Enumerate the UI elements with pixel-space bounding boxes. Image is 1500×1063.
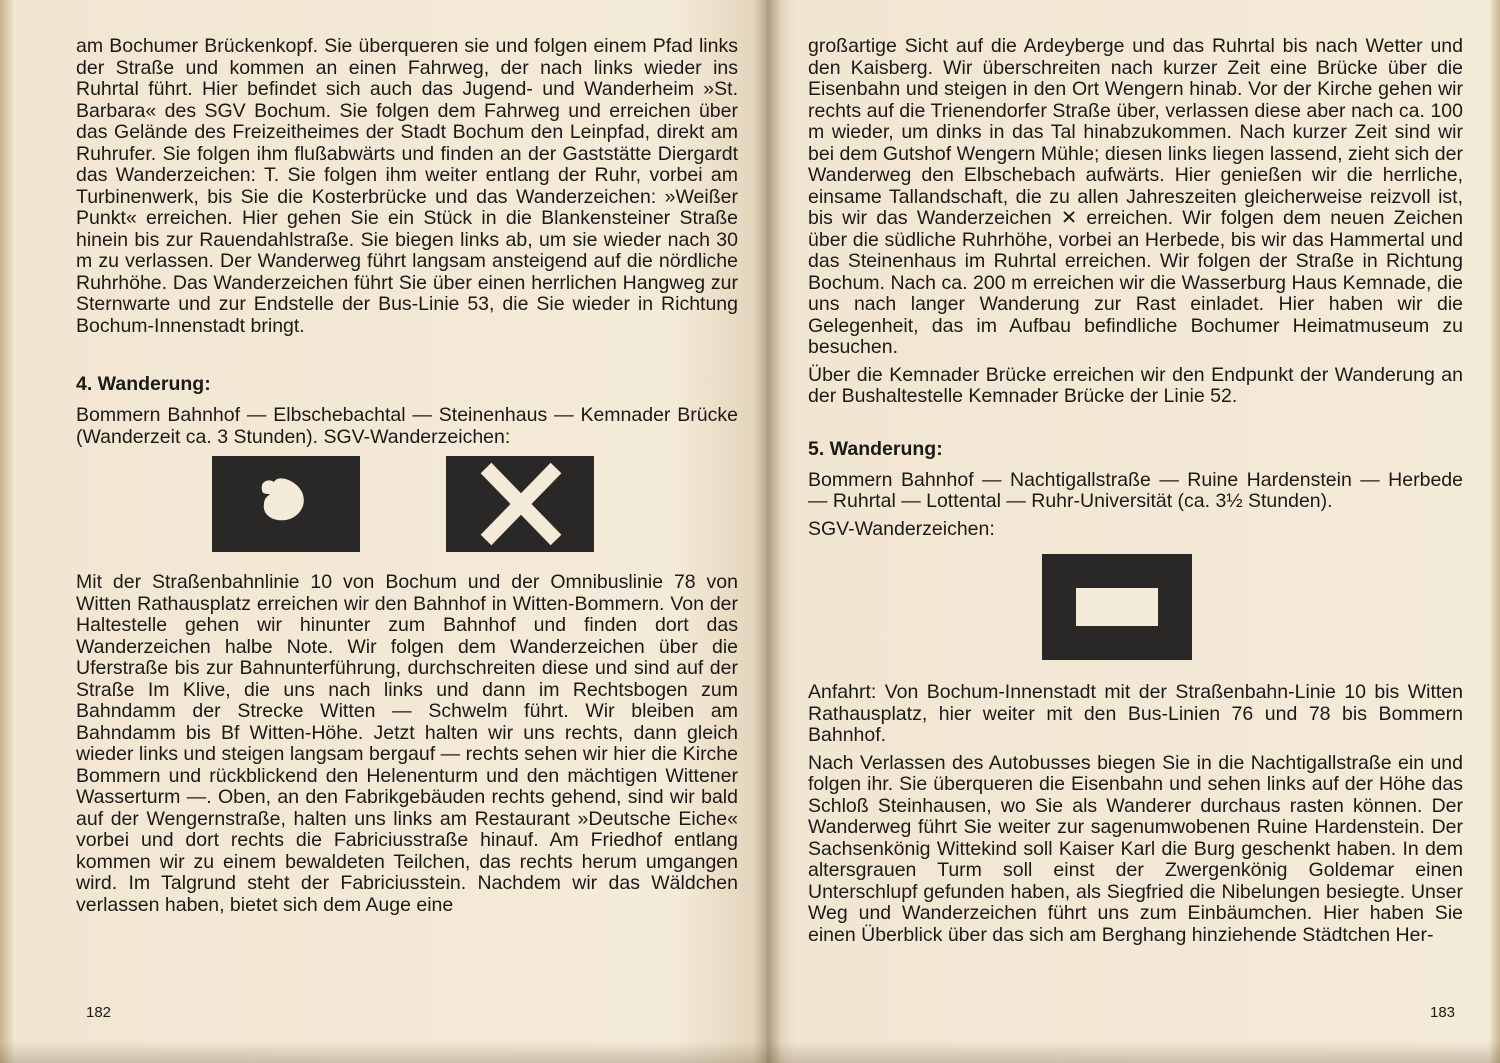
hollow-rectangle-symbol-icon <box>1042 554 1192 660</box>
right-paragraph-1: großartige Sicht auf die Ardeyberge und das Ruhrtal bis nach Wetter und den Kaisberg. Wir überschreiten nach kurzer Zeit eine Brücke über die Eisenbahn und steigen in den Ort Wengern hinab. Vor der Kirche gehen wir rechts auf die Trienendorfer Straße über, verlassen diese aber nach ca. 100 m wieder, um dinks in das Tal hinabzukommen. Nach kurzer Zeit sind wir bei dem Gutshof Wengern Mühle; diesen links liegen lassend, zieht sich der Wanderweg den Elbschebach aufwärts. Hier genießen wir die herrliche, einsame Tallandschaft, die zu allen Jahreszeiten gleicherweise reizvoll ist, bis wir das Wanderzeichen ✕ erreichen. Wir folgen dem neuen Zeichen über die südliche Ruhrhöhe, vorbei an Herbede, bis wir das Hammertal und das Steinenhaus im Ruhrtal erreichen. Wir folgen der Straße in Richtung Bochum. Nach ca. 200 m erreichen wir die Wasserburg Haus Kemnade, die uns nach langer Wanderung zur Rast einladet. Hier haben wir die Gelegenheit, das im Aufbau befindliche Bochumer Heimatmuseum zu besuchen. <box>808 35 1463 358</box>
left-page <box>76 36 738 922</box>
route-description-5: Bommern Bahnhof — Nachtigallstraße — Ruine Hardenstein — Herbede — Ruhrtal — Lottental — Ruhr-Universität (ca. 3½ Stunden). <box>808 468 1463 512</box>
half-note-symbol-icon <box>212 456 360 552</box>
page-edge-right <box>1490 0 1500 1063</box>
sgv-label: SGV-Wanderzeichen: <box>808 517 995 540</box>
left-paragraph-2: Mit der Straßenbahnlinie 10 von Bochum und der Omnibuslinie 78 von Witten Rathausplatz erreichen wir den Bahnhof in Witten-Bommern. Von der Haltestelle gehen wir hinunter zum Bahnhof und finden dort das Wanderzeichen halbe Note. Wir folgen dem Wanderzeichen über die Uferstraße bis zur Bahnunterführung, durchschreiten diese und sind auf der Straße Im Klive, die uns nach links und dann im Rechtsbogen zum Bahndamm der Strecke Witten — Schwelm führt. Wir bleiben am Bahndamm bis Bf Witten-Höhe. Jetzt halten wir uns rechts, dann gleich wieder links und steigen langsam bergauf — rechts sehen wir hier die Kirche Bommern und rückblickend den Helenenturm und den mächtigen Wittener Wasserturm —. Oben, an den Fabrikgebäuden rechts gehend, sind wir bald auf der Wengernstraße, halten uns links am Restaurant »Deutsche Eiche« vorbei und dort rechts die Fabriciusstraße hinauf. Am Friedhof entlang kommen wir zu einem bewaldeten Teilchen, das rechts herum umgangen wird. Im Talgrund steht der Fabriciusstein. Nachdem wir das Wäldchen verlassen haben, bietet sich dem Auge eine <box>76 571 738 916</box>
x-cross-symbol-icon <box>446 456 594 552</box>
section-heading-5: 5. Wanderung: <box>808 437 943 460</box>
bottom-shadow <box>0 1041 1500 1063</box>
sgv-symbols-row <box>212 456 738 552</box>
right-paragraph-3: Anfahrt: Von Bochum-Innenstadt mit der Straßenbahn-Linie 10 bis Witten Rathausplatz, hier weiter mit den Bus-Linien 76 und 78 bis Bommern Bahnhof. <box>808 681 1463 746</box>
page-number-right: 183 <box>1430 1004 1456 1021</box>
section-heading-4: 4. Wanderung: <box>76 373 211 395</box>
page-number-left: 182 <box>86 1004 112 1021</box>
route-description-4: Bommern Bahnhof — Elbschebachtal — Steinenhaus — Kemnader Brücke (Wanderzeit ca. 3 Stunden). SGV-Wanderzeichen: <box>76 404 738 448</box>
book-gutter <box>752 0 782 1063</box>
right-page <box>808 36 1463 952</box>
right-paragraph-2: Über die Kemnader Brücke erreichen wir den Endpunkt der Wanderung an der Bushaltestelle Kemnader Brücke der Linie 52. <box>808 363 1463 407</box>
right-paragraph-4: Nach Verlassen des Autobusses biegen Sie in die Nachtigallstraße ein und folgen ihr. Sie überqueren die Eisenbahn und sehen links auf der Höhe das Schloß Steinhausen, wo Sie als Wanderer durchaus rasten können. Der Wanderweg führt Sie weiter zur sagenumwobenen Ruine Hardenstein. Der Sachsenkönig Wittekind soll Kaiser Karl die Burg geschenkt haben. In dem altersgrauen Turm soll einst der Zwergenkönig Goldemar einen Unterschlupf gefunden haben, als Siegfried die Nibelungen besiegte. Unser Weg und Wanderzeichen führt uns zum Einbäumchen. Hier haben Sie einen Überblick über das sich am Berghang hinziehende Städtchen Her- <box>808 751 1463 946</box>
left-paragraph-1: am Bochumer Brückenkopf. Sie überqueren sie und folgen einem Pfad links der Straße und kommen an einen Fahrweg, der nach links wieder ins Ruhrtal führt. Hier befindet sich auch das Jugend- und Wanderheim »St. Barbara« des SGV Bochum. Sie folgen dem Fahrweg und erreichen über das Gelände des Freizeitheimes der Stadt Bochum den Leinpfad, direkt am Ruhrufer. Sie folgen ihm flußabwärts und finden an der Gaststätte Diergardt das Wanderzeichen: T. Sie folgen ihm weiter entlang der Ruhr, vorbei am Turbinenwerk, bis Sie die Kosterbrücke und das Wanderzeichen: »Weißer Punkt« erreichen. Hier gehen Sie ein Stück in die Blankensteiner Straße hinein bis zur Rauendahlstraße. Sie biegen links ab, um sie wieder nach 30 m zu verlassen. Der Wanderweg führt langsam ansteigend auf die nördliche Ruhrhöhe. Das Wanderzeichen führt Sie über einen herrlichen Hangweg zur Sternwarte und zur Endstelle der Bus-Linie 53, die Sie wieder in Richtung Bochum-Innenstadt bringt. <box>76 35 738 337</box>
page-edge-left <box>0 0 14 1063</box>
